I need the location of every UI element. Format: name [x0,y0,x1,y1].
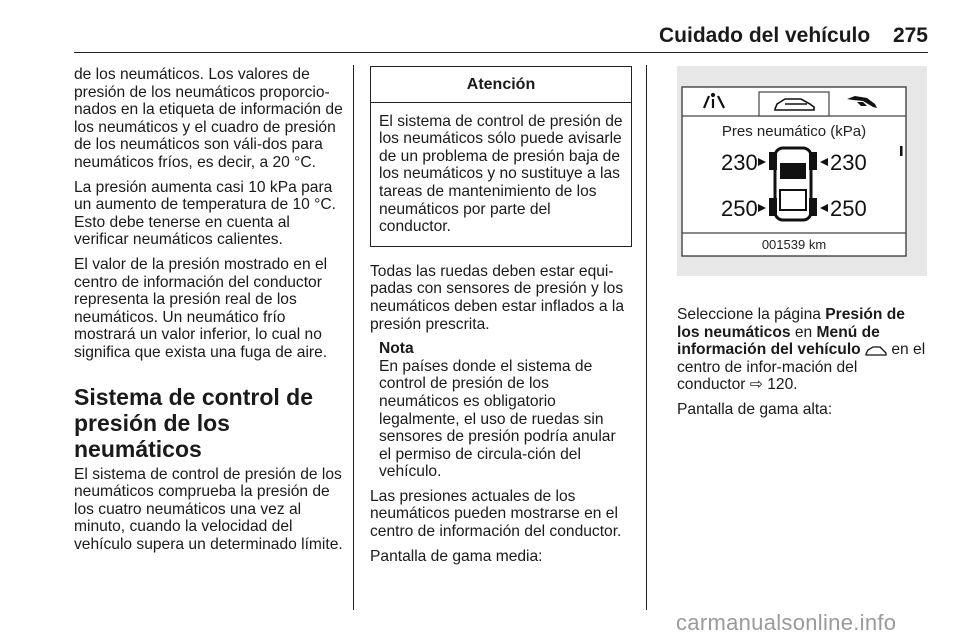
note-title: Nota [379,340,414,358]
section-heading: Sistema de control de presión de los neumáticos [74,383,314,462]
text: en [790,323,817,341]
column-divider [353,65,354,610]
attention-title: Atención [371,67,631,103]
paragraph: Pantalla de gama alta: [677,400,833,418]
column-right [677,66,927,426]
page-title: Cuidado del vehículo [659,24,871,47]
page-number: 275 [892,24,928,47]
car-icon [865,345,887,356]
paragraph: La presión aumenta casi 10 kPa para un aumento de temperatura de 10 °C. Esto debe tenerse en cuenta al verificar neumáticos calientes. [74,178,336,249]
paragraph: El valor de la presión mostrado en el centro de información del conductor representa la presión real de los neumáticos. Un neumático frío mostrará un valor inferior, lo cual no significa que exista una fuga de aire. [74,255,328,361]
paragraph: Todas las ruedas deben estar equi-padas con sensores de presión y los neumáticos deben estar inflados a la presión prescrita. [370,262,624,333]
text: Seleccione la página [677,306,826,323]
column-divider [646,65,647,610]
column-left [74,66,344,560]
display-graphic [677,66,927,276]
paragraph [677,306,927,394]
column-middle [370,66,632,572]
keyword: Menú de información del vehículo [677,323,880,359]
rear-right-pressure: 250 [830,196,867,221]
attention-box [370,66,632,247]
tire-pressure-display-illustration [677,66,927,276]
paragraph: Pantalla de gama media: [370,547,543,565]
keyword: Presión de los neumáticos [677,306,905,341]
arrow-reference-icon: ⇨ [749,376,763,394]
note-box [370,340,632,481]
odometer: 001539 km [761,237,827,252]
paragraph: Las presiones actuales de los neumáticos pueden mostrarse en el centro de información del conductor. [370,487,622,541]
scroll-indicator [900,146,903,156]
watermark: carmanualsonline.info [676,610,897,635]
front-left-pressure: 230 [721,150,758,175]
attention-text: El sistema de control de presión de los neumáticos sólo puede avisarle de un problema de presión baja de los neumáticos y no sustituye a las tareas de mantenimiento de los neumáticos por parte del conductor. [379,112,623,236]
paragraph: El sistema de control de presión de los neumáticos comprueba la presión de los cuatro neumáticos una vez al minuto, cuando la velocidad del vehículo supera un determinado límite. [74,465,343,553]
text: en el centro de infor-mación del conductor [677,341,926,394]
page-reference: 120. [767,376,798,394]
front-right-pressure: 230 [830,150,867,175]
note-text: En países donde el sistema de control de presión de los neumáticos es obligatorio legalmente, el uso de ruedas sin sensores de presión podría anular el permiso de circula-ción del vehículo. [379,357,616,481]
display-title: Pres neumático (kPa) [721,123,867,140]
paragraph: de los neumáticos. Los valores de presión de los neumáticos proporcio-nados en la etiqueta de información de los neumáticos y el cuadro de presión de los neumáticos son váli-dos para neumáticos fríos, es decir, a 20 °C. [74,66,343,171]
page-header [74,22,928,53]
rear-left-pressure: 250 [721,196,758,221]
